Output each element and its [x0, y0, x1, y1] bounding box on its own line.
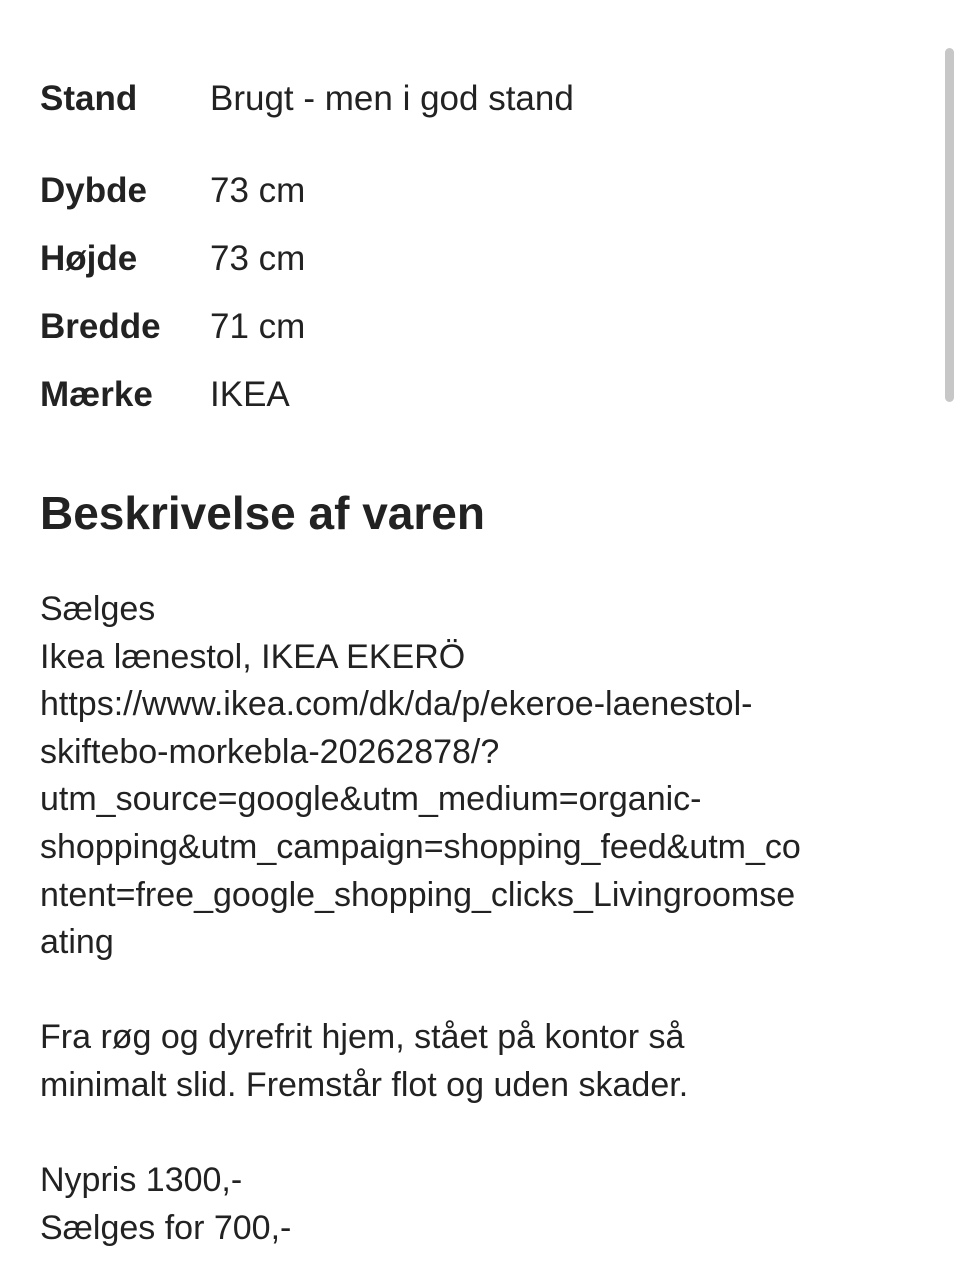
spec-value: 71 cm	[210, 307, 306, 346]
description-link-line: skiftebo-morkebla-20262878/?	[40, 732, 500, 771]
scrollbar-thumb[interactable]	[945, 48, 954, 402]
spec-key: Mærke	[40, 375, 153, 414]
spec-key: Højde	[40, 239, 138, 278]
paragraph-gap	[40, 967, 920, 1015]
description-link-line: ntent=free_google_shopping_clicks_Livingroomse	[40, 875, 796, 914]
description-price-line: Nypris 1300,-	[40, 1161, 243, 1200]
spec-key: Stand	[40, 79, 138, 118]
description-link-line: ating	[40, 923, 114, 962]
description-line: Ikea lænestol, IKEA EKERÖ	[40, 637, 466, 676]
spec-row-dybde	[40, 166, 920, 216]
spec-row-stand	[40, 74, 920, 124]
description-link-line: utm_source=google&utm_medium=organic-	[40, 780, 702, 819]
paragraph-gap	[40, 1110, 920, 1158]
description-line: minimalt slid. Fremstår flot og uden skader.	[40, 1065, 689, 1104]
description-line: Fra røg og dyrefrit hjem, stået på kontor så	[40, 1018, 685, 1057]
spec-key: Dybde	[40, 171, 147, 210]
description-price-line: Sælges for 700,-	[40, 1208, 292, 1247]
spec-key: Bredde	[40, 307, 161, 346]
description-heading: Beskrivelse af varen	[40, 487, 485, 539]
description-body	[40, 586, 920, 1252]
spec-value: 73 cm	[210, 171, 306, 210]
spec-row-maerke	[40, 370, 920, 420]
spec-row-bredde	[40, 302, 920, 352]
description-link-line: https://www.ikea.com/dk/da/p/ekeroe-laenestol-	[40, 685, 753, 724]
spec-value: Brugt - men i god stand	[210, 79, 574, 118]
spec-row-hojde	[40, 234, 920, 284]
description-link-line: shopping&utm_campaign=shopping_feed&utm_co	[40, 827, 801, 866]
description-line: Sælges	[40, 590, 156, 628]
spec-value: 73 cm	[210, 239, 306, 278]
spec-value: IKEA	[210, 375, 290, 414]
